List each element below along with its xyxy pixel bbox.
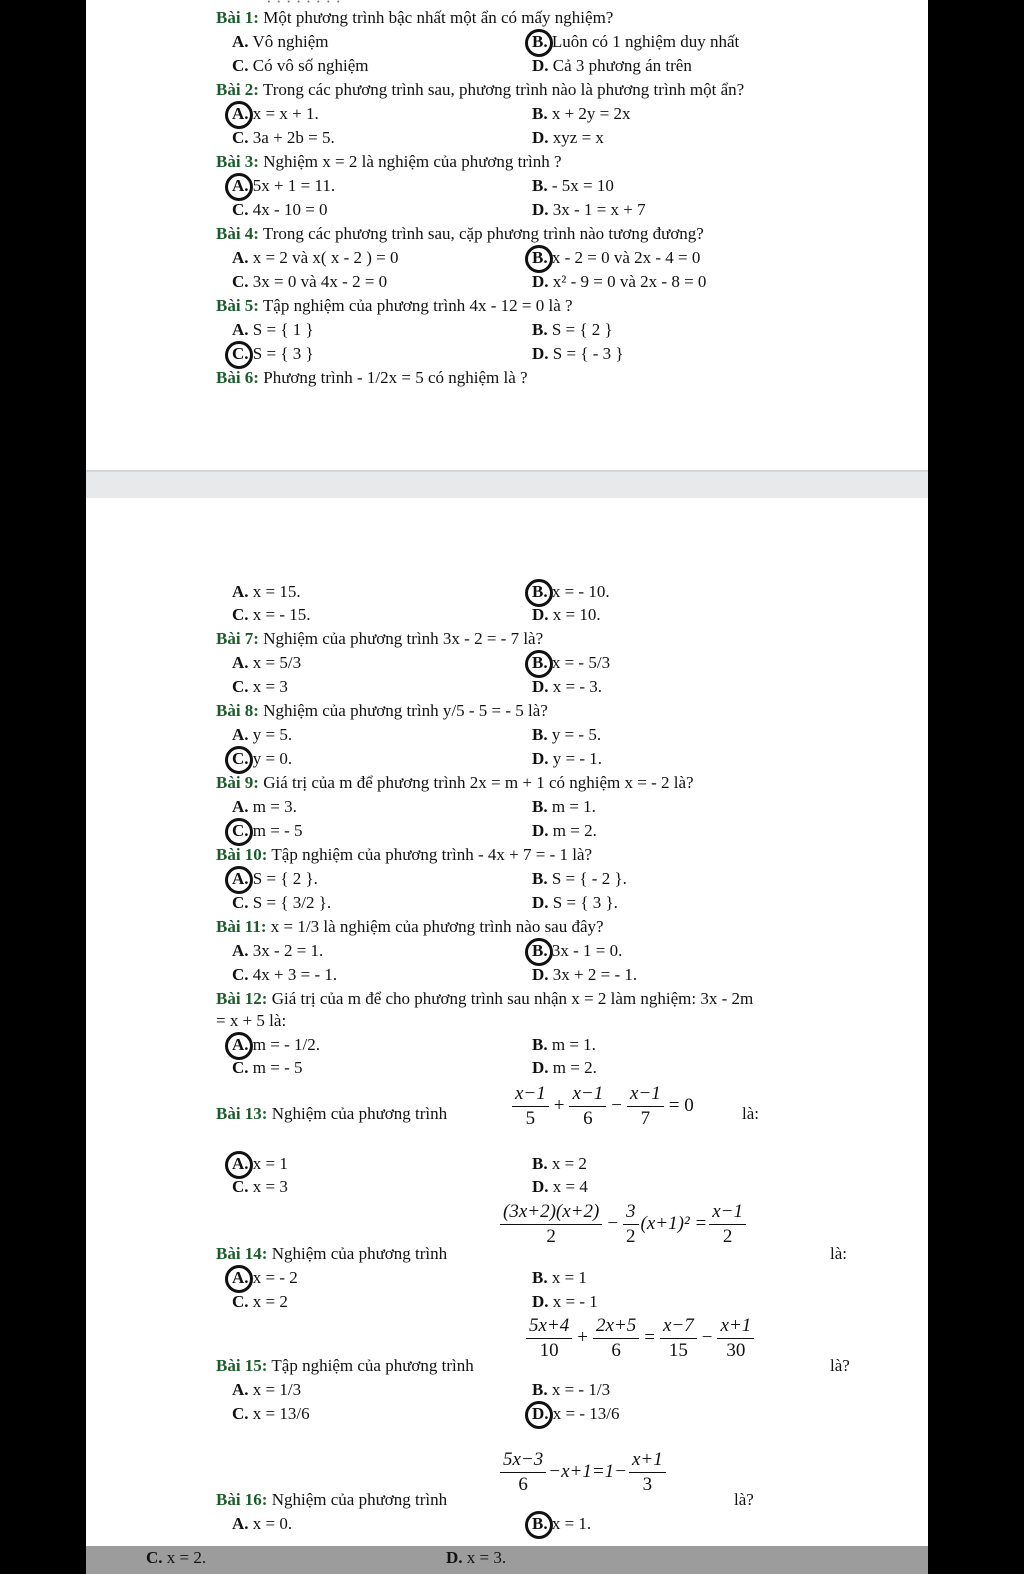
p5-option-a: A. S = { 1 } (232, 320, 314, 339)
selected-answer-mark: A. (232, 1268, 249, 1287)
selected-answer-mark: A. (232, 104, 249, 123)
p7-option-a: A. x = 5/3 (232, 653, 302, 672)
p16-option-d: D. x = 3. (446, 1548, 507, 1567)
p10-option-a: A. S = { 2 }. (232, 869, 318, 888)
p16-option-c: C. x = 2. (146, 1548, 207, 1567)
p2-option-c: C. 3a + 2b = 5. (232, 128, 335, 147)
p4-option-c: C. 3x = 0 và 4x - 2 = 0 (232, 272, 388, 291)
problem-12-continuation: = x + 5 là: (216, 1011, 287, 1030)
p15-option-c: C. x = 13/6 (232, 1404, 310, 1423)
p12-option-a: A. m = - 1/2. (232, 1035, 320, 1054)
problem-16-tail: là? (734, 1490, 754, 1509)
p2-option-b: B. x + 2y = 2x (532, 104, 631, 123)
p10-option-d: D. S = { 3 }. (532, 893, 618, 912)
p14-option-c: C. x = 2 (232, 1292, 288, 1311)
p8-option-a: A. y = 5. (232, 725, 293, 744)
p12-option-d: D. m = 2. (532, 1058, 597, 1077)
p10-option-b: B. S = { - 2 }. (532, 869, 627, 888)
p2-option-d: D. xyz = x (532, 128, 604, 147)
p14-option-b: B. x = 1 (532, 1268, 587, 1287)
problem-15-title: Bài 15: Tập nghiệm của phương trình (216, 1356, 474, 1375)
problem-15-tail: là? (830, 1356, 850, 1375)
selected-answer-mark: B. (532, 1514, 548, 1533)
problem-13-tail: là: (742, 1104, 759, 1123)
equation-16: $\frac{5x-3}{6}$ −x+1=1− $\frac{x+1}{3}$ (498, 1448, 668, 1497)
p7-option-c: C. x = 3 (232, 677, 288, 696)
p3-option-b: B. - 5x = 10 (532, 176, 614, 195)
p12-option-b: B. m = 1. (532, 1035, 596, 1054)
p13-option-d: D. x = 4 (532, 1177, 588, 1196)
selected-answer-mark: A. (232, 176, 249, 195)
problem-16-title: Bài 16: Nghiệm của phương trình (216, 1490, 448, 1509)
p9-option-c: C. m = - 5 (232, 821, 303, 840)
p3-option-a: A. 5x + 1 = 11. (232, 176, 336, 195)
p8-option-b: B. y = - 5. (532, 725, 602, 744)
problem-4-title: Bài 4: Trong các phương trình sau, cặp phương trình nào tương đương? (216, 224, 704, 243)
problem-6-title: Bài 6: Phương trình - 1/2x = 5 có nghiệm là ? (216, 368, 528, 387)
p4-option-b: B. x - 2 = 0 và 2x - 4 = 0 (532, 248, 701, 267)
p6-option-b: B. x = - 10. (532, 582, 610, 601)
p1-option-c: C. Có vô số nghiệm (232, 56, 369, 75)
bottom-overlay-bar (86, 1546, 928, 1574)
p5-option-b: B. S = { 2 } (532, 320, 613, 339)
selected-answer-mark: A. (232, 869, 249, 888)
p6-option-c: C. x = - 15. (232, 605, 311, 624)
p15-option-d: D. x = - 13/6 (532, 1404, 620, 1423)
problem-14-title: Bài 14: Nghiệm của phương trình (216, 1244, 448, 1263)
selected-answer-mark: A. (232, 1035, 249, 1054)
p16-option-b: B. x = 1. (532, 1514, 592, 1533)
equation-15: $\frac{5x+4}{10}$ + $\frac{2x+5}{6}$ = $\frac{x-7}{15}$ − $\frac{x+1}{30}$ (524, 1314, 756, 1363)
p10-option-c: C. S = { 3/2 }. (232, 893, 332, 912)
p14-option-d: D. x = - 1 (532, 1292, 598, 1311)
problem-1-title: Bài 1: Một phương trình bậc nhất một ẩn có mấy nghiệm? (216, 8, 614, 27)
equation-13: $\frac{x-1}{5}$ + $\frac{x-1}{6}$ − $\frac{x-1}{7}$ = 0 (510, 1082, 697, 1131)
selected-answer-mark: C. (232, 821, 249, 840)
p4-option-a: A. x = 2 và x( x - 2 ) = 0 (232, 248, 399, 267)
problem-10-title: Bài 10: Tập nghiệm của phương trình - 4x + 7 = - 1 là? (216, 845, 593, 864)
p6-option-a: A. x = 15. (232, 582, 301, 601)
p15-option-b: B. x = - 1/3 (532, 1380, 611, 1399)
p12-option-c: C. m = - 5 (232, 1058, 303, 1077)
problem-14-tail: là: (830, 1244, 847, 1263)
p2-option-a: A. x = x + 1. (232, 104, 319, 123)
p5-option-d: D. S = { - 3 } (532, 344, 624, 363)
p1-option-d: D. Cả 3 phương án trên (532, 56, 692, 75)
p13-option-b: B. x = 2 (532, 1154, 587, 1173)
p13-option-a: A. x = 1 (232, 1154, 288, 1173)
problem-9-title: Bài 9: Giá trị của m để phương trình 2x = m + 1 có nghiệm x = - 2 là? (216, 773, 694, 792)
problem-3-title: Bài 3: Nghiệm x = 2 là nghiệm của phương trình ? (216, 152, 562, 171)
p9-option-a: A. m = 3. (232, 797, 297, 816)
worksheet-page (86, 0, 928, 1574)
p1-option-b: B. Luôn có 1 nghiệm duy nhất (532, 32, 740, 51)
selected-answer-mark: B. (532, 941, 548, 960)
selected-answer-mark: B. (532, 582, 548, 601)
selected-answer-mark: B. (532, 653, 548, 672)
p15-option-a: A. x = 1/3 (232, 1380, 302, 1399)
p7-option-b: B. x = - 5/3 (532, 653, 611, 672)
p6-option-d: D. x = 10. (532, 605, 601, 624)
selected-answer-mark: C. (232, 749, 249, 768)
selected-answer-mark: D. (532, 1404, 549, 1423)
p8-option-c: C. y = 0. (232, 749, 293, 768)
cut-off-header: · · · · · · · · (266, 0, 342, 11)
problem-12-title: Bài 12: Giá trị của m để cho phương trình sau nhận x = 2 làm nghiệm: 3x - 2m (216, 989, 754, 1008)
p9-option-b: B. m = 1. (532, 797, 596, 816)
p11-option-b: B. 3x - 1 = 0. (532, 941, 623, 960)
p11-option-a: A. 3x - 2 = 1. (232, 941, 324, 960)
problem-2-title: Bài 2: Trong các phương trình sau, phương trình nào là phương trình một ẩn? (216, 80, 745, 99)
p13-option-c: C. x = 3 (232, 1177, 288, 1196)
p3-option-d: D. 3x - 1 = x + 7 (532, 200, 646, 219)
p11-option-d: D. 3x + 2 = - 1. (532, 965, 638, 984)
p9-option-d: D. m = 2. (532, 821, 597, 840)
selected-answer-mark: B. (532, 248, 548, 267)
p14-option-a: A. x = - 2 (232, 1268, 298, 1287)
p7-option-d: D. x = - 3. (532, 677, 603, 696)
p8-option-d: D. y = - 1. (532, 749, 603, 768)
selected-answer-mark: B. (532, 32, 548, 51)
selected-answer-mark: C. (232, 344, 249, 363)
problem-11-title: Bài 11: x = 1/3 là nghiệm của phương trình nào sau đây? (216, 917, 604, 936)
p4-option-d: D. x² - 9 = 0 và 2x - 8 = 0 (532, 272, 707, 291)
p16-option-a: A. x = 0. (232, 1514, 293, 1533)
p11-option-c: C. 4x + 3 = - 1. (232, 965, 338, 984)
problem-13-title: Bài 13: Nghiệm của phương trình (216, 1104, 448, 1123)
p5-option-c: C. S = { 3 } (232, 344, 314, 363)
equation-14: $\frac{(3x+2)(x+2)}{2}$ − $\frac{3}{2}$ (x+1)² = $\frac{x-1}{2}$ (498, 1200, 748, 1249)
problem-5-title: Bài 5: Tập nghiệm của phương trình 4x - 12 = 0 là ? (216, 296, 573, 315)
p3-option-c: C. 4x - 10 = 0 (232, 200, 328, 219)
selected-answer-mark: A. (232, 1154, 249, 1173)
problem-7-title: Bài 7: Nghiệm của phương trình 3x - 2 = - 7 là? (216, 629, 544, 648)
page-break (86, 470, 928, 498)
p1-option-a: A. Vô nghiệm (232, 32, 329, 51)
problem-8-title: Bài 8: Nghiệm của phương trình y/5 - 5 = - 5 là? (216, 701, 548, 720)
